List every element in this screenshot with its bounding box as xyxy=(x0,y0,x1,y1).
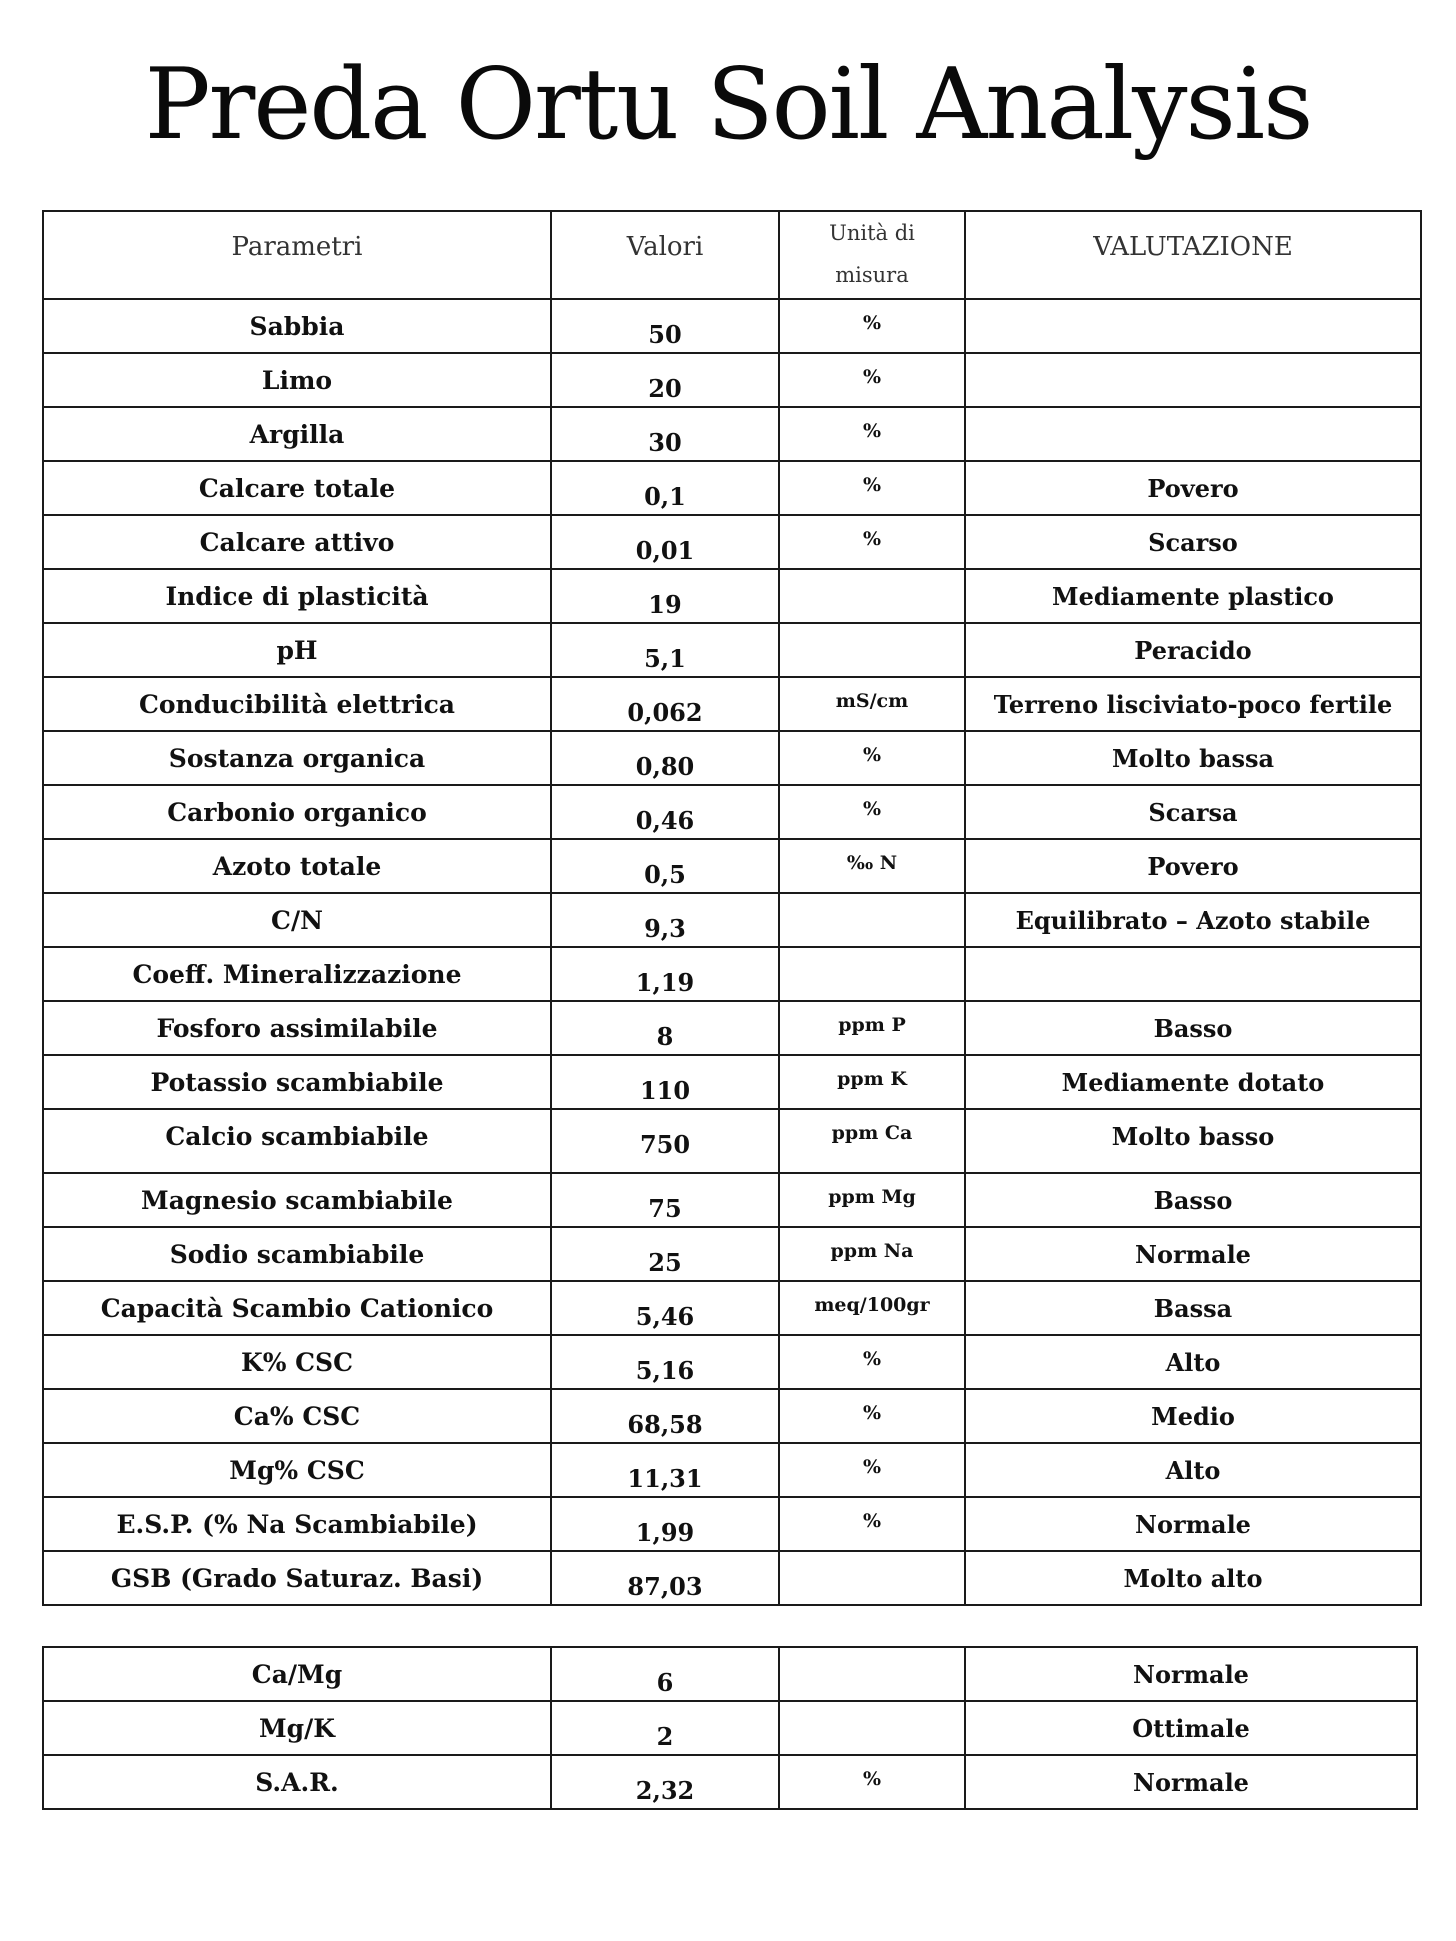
parameter-cell-text: Calcare attivo xyxy=(199,528,395,557)
unit-cell xyxy=(779,839,965,893)
parameter-cell-text: S.A.R. xyxy=(255,1768,339,1797)
parameter-cell xyxy=(43,1109,551,1173)
unit-cell-text: % xyxy=(862,366,882,388)
unit-cell xyxy=(779,1055,965,1109)
unit-cell-text: % xyxy=(862,798,882,820)
parameter-cell-text: Coeff. Mineralizzazione xyxy=(132,960,462,989)
value-cell-text: 87,03 xyxy=(627,1572,703,1601)
table-row xyxy=(43,1055,1421,1109)
evaluation-cell-text: Ottimale xyxy=(1132,1714,1250,1743)
evaluation-cell-text: Alto xyxy=(1165,1348,1221,1377)
parameter-cell xyxy=(43,1443,551,1497)
table-row xyxy=(43,785,1421,839)
header-unita-line2: misura xyxy=(835,263,909,287)
value-cell xyxy=(551,515,779,569)
value-cell xyxy=(551,839,779,893)
evaluation-cell-text: Povero xyxy=(1147,474,1239,503)
unit-cell-text xyxy=(780,1552,964,1564)
value-cell xyxy=(551,1755,779,1809)
unit-cell xyxy=(779,1281,965,1335)
value-cell-text: 19 xyxy=(648,590,682,619)
evaluation-cell xyxy=(965,623,1421,677)
evaluation-cell xyxy=(965,785,1421,839)
evaluation-cell-text: Mediamente dotato xyxy=(1061,1068,1325,1097)
value-cell xyxy=(551,461,779,515)
evaluation-cell xyxy=(965,839,1421,893)
parameter-cell xyxy=(43,623,551,677)
value-cell-text: 5,16 xyxy=(635,1356,695,1385)
evaluation-cell-text: Alto xyxy=(1165,1456,1221,1485)
value-cell-text: 5,46 xyxy=(635,1302,695,1331)
parameter-cell xyxy=(43,1055,551,1109)
evaluation-cell-text: Scarsa xyxy=(1148,798,1238,827)
evaluation-cell-text xyxy=(966,300,1420,312)
evaluation-cell xyxy=(965,407,1421,461)
value-cell xyxy=(551,1701,779,1755)
table-row xyxy=(43,353,1421,407)
table-row xyxy=(43,407,1421,461)
value-cell-text: 0,80 xyxy=(635,752,695,781)
parameter-cell xyxy=(43,893,551,947)
unit-cell xyxy=(779,299,965,353)
evaluation-cell xyxy=(965,677,1421,731)
evaluation-cell-text: Terreno lisciviato-poco fertile xyxy=(993,690,1393,719)
unit-cell xyxy=(779,1173,965,1227)
evaluation-cell xyxy=(965,515,1421,569)
table-row xyxy=(43,1173,1421,1227)
unit-cell-text: ppm Na xyxy=(830,1240,914,1262)
value-cell-text: 5,1 xyxy=(644,644,686,673)
unit-cell xyxy=(779,1647,965,1701)
unit-cell xyxy=(779,623,965,677)
parameter-cell xyxy=(43,515,551,569)
value-cell xyxy=(551,1173,779,1227)
parameter-cell-text: Limo xyxy=(261,366,333,395)
parameter-cell xyxy=(43,461,551,515)
unit-cell xyxy=(779,1755,965,1809)
table-row xyxy=(43,1443,1421,1497)
evaluation-cell xyxy=(965,1227,1421,1281)
value-cell-text: 2 xyxy=(656,1722,674,1751)
evaluation-cell xyxy=(965,1701,1417,1755)
unit-cell xyxy=(779,1227,965,1281)
table-row xyxy=(43,569,1421,623)
evaluation-cell-text: Molto bassa xyxy=(1111,744,1275,773)
unit-cell xyxy=(779,1001,965,1055)
value-cell-text: 110 xyxy=(639,1076,691,1105)
value-cell-text: 2,32 xyxy=(635,1776,695,1805)
table-row xyxy=(43,677,1421,731)
unit-cell xyxy=(779,353,965,407)
value-cell-text: 0,5 xyxy=(644,860,686,889)
parameter-cell xyxy=(43,1227,551,1281)
unit-cell xyxy=(779,1335,965,1389)
value-cell xyxy=(551,299,779,353)
evaluation-cell xyxy=(965,569,1421,623)
table-header-row xyxy=(43,211,1421,299)
parameter-cell xyxy=(43,839,551,893)
value-cell xyxy=(551,1497,779,1551)
value-cell-text: 30 xyxy=(648,428,682,457)
parameter-cell-text: Capacità Scambio Cationico xyxy=(100,1294,494,1323)
table-row xyxy=(43,1497,1421,1551)
table-row xyxy=(43,623,1421,677)
value-cell xyxy=(551,1055,779,1109)
table-row xyxy=(43,1755,1417,1809)
evaluation-cell-text: Molto basso xyxy=(1111,1122,1275,1151)
parameter-cell xyxy=(43,1281,551,1335)
table-row xyxy=(43,1227,1421,1281)
value-cell-text: 68,58 xyxy=(627,1410,703,1439)
table-row xyxy=(43,947,1421,1001)
value-cell-text: 0,46 xyxy=(635,806,695,835)
evaluation-cell-text xyxy=(966,948,1420,960)
parameter-cell xyxy=(43,569,551,623)
parameter-cell-text: Calcio scambiabile xyxy=(165,1122,429,1151)
evaluation-cell xyxy=(965,1443,1421,1497)
parameter-cell-text: Mg% CSC xyxy=(229,1456,365,1485)
value-cell xyxy=(551,353,779,407)
value-cell xyxy=(551,731,779,785)
unit-cell-text: ‰ N xyxy=(846,852,898,874)
unit-cell-text xyxy=(780,624,964,636)
unit-cell xyxy=(779,731,965,785)
value-cell-text: 9,3 xyxy=(644,914,686,943)
unit-cell-text: ppm K xyxy=(837,1068,907,1090)
evaluation-cell xyxy=(965,1647,1417,1701)
parameter-cell-text: Ca/Mg xyxy=(251,1660,343,1689)
evaluation-cell xyxy=(965,1109,1421,1173)
value-cell xyxy=(551,1551,779,1605)
parameter-cell-text: Carbonio organico xyxy=(167,798,427,827)
parameter-cell xyxy=(43,1001,551,1055)
value-cell xyxy=(551,569,779,623)
parameter-cell xyxy=(43,1551,551,1605)
evaluation-cell-text: Povero xyxy=(1147,852,1239,881)
table-row xyxy=(43,893,1421,947)
value-cell xyxy=(551,623,779,677)
value-cell-text: 50 xyxy=(648,320,682,349)
value-cell-text: 750 xyxy=(639,1130,691,1159)
value-cell xyxy=(551,1227,779,1281)
value-cell xyxy=(551,1001,779,1055)
unit-cell xyxy=(779,677,965,731)
parameter-cell-text: Calcare totale xyxy=(198,474,396,503)
parameter-cell-text: Azoto totale xyxy=(212,852,382,881)
parameter-cell-text: Mg/K xyxy=(258,1714,335,1743)
parameter-cell-text: Sodio scambiabile xyxy=(169,1240,425,1269)
unit-cell-text: % xyxy=(862,1456,882,1478)
header-parametri: Parametri xyxy=(43,211,551,299)
parameter-cell xyxy=(43,1389,551,1443)
unit-cell xyxy=(779,1109,965,1173)
parameter-cell xyxy=(43,1755,551,1809)
unit-cell-text: % xyxy=(862,1402,882,1424)
unit-cell-text: % xyxy=(862,420,882,442)
parameter-cell-text: Conducibilità elettrica xyxy=(138,690,456,719)
evaluation-cell-text: Mediamente plastico xyxy=(1052,582,1334,611)
table-row xyxy=(43,1389,1421,1443)
parameter-cell xyxy=(43,299,551,353)
unit-cell xyxy=(779,1497,965,1551)
parameter-cell xyxy=(43,407,551,461)
unit-cell-text: meq/100gr xyxy=(814,1294,930,1316)
evaluation-cell xyxy=(965,1551,1421,1605)
parameter-cell-text: Magnesio scambiabile xyxy=(141,1186,453,1215)
parameter-cell-text: C/N xyxy=(271,906,323,935)
unit-cell-text: ppm Mg xyxy=(828,1186,916,1208)
parameter-cell xyxy=(43,947,551,1001)
table-row xyxy=(43,1551,1421,1605)
evaluation-cell xyxy=(965,731,1421,785)
parameter-cell xyxy=(43,1497,551,1551)
header-valutazione: VALUTAZIONE xyxy=(965,211,1421,299)
value-cell xyxy=(551,1647,779,1701)
unit-cell xyxy=(779,407,965,461)
parameter-cell-text: K% CSC xyxy=(240,1348,354,1377)
evaluation-cell-text: Normale xyxy=(1133,1768,1249,1797)
evaluation-cell-text: Peracido xyxy=(1134,636,1252,665)
value-cell-text: 1,19 xyxy=(635,968,695,997)
parameter-cell-text: Fosforo assimilabile xyxy=(156,1014,438,1043)
page-title: Preda Ortu Soil Analysis xyxy=(144,48,1312,162)
value-cell-text: 20 xyxy=(648,374,682,403)
value-cell-text: 0,062 xyxy=(627,698,703,727)
value-cell xyxy=(551,1443,779,1497)
unit-cell xyxy=(779,569,965,623)
evaluation-cell xyxy=(965,1755,1417,1809)
value-cell xyxy=(551,407,779,461)
parameter-cell xyxy=(43,731,551,785)
evaluation-cell-text: Scarso xyxy=(1148,528,1238,557)
parameter-cell-text: Potassio scambiabile xyxy=(150,1068,444,1097)
evaluation-cell-text: Equilibrato – Azoto stabile xyxy=(1015,906,1371,935)
soil-analysis-table xyxy=(42,210,1422,1606)
evaluation-cell-text xyxy=(966,354,1420,366)
unit-cell xyxy=(779,461,965,515)
parameter-cell-text: Argilla xyxy=(249,420,345,449)
parameter-cell-text: Sabbia xyxy=(249,312,345,341)
parameter-cell-text: Indice di plasticità xyxy=(165,582,429,611)
table-row xyxy=(43,1701,1417,1755)
evaluation-cell xyxy=(965,1389,1421,1443)
evaluation-cell-text: Normale xyxy=(1135,1510,1251,1539)
parameter-cell-text: E.S.P. (% Na Scambiabile) xyxy=(116,1510,478,1539)
value-cell xyxy=(551,1109,779,1173)
table-row xyxy=(43,1647,1417,1701)
unit-cell xyxy=(779,1551,965,1605)
value-cell-text: 11,31 xyxy=(627,1464,703,1493)
parameter-cell-text: Ca% CSC xyxy=(233,1402,361,1431)
value-cell xyxy=(551,1389,779,1443)
evaluation-cell-text: Basso xyxy=(1153,1186,1233,1215)
table-row xyxy=(43,461,1421,515)
table-row xyxy=(43,1109,1421,1173)
unit-cell-text: ppm P xyxy=(838,1014,906,1036)
parameter-cell xyxy=(43,353,551,407)
value-cell xyxy=(551,947,779,1001)
value-cell xyxy=(551,785,779,839)
header-valori: Valori xyxy=(551,211,779,299)
evaluation-cell xyxy=(965,299,1421,353)
unit-cell xyxy=(779,515,965,569)
unit-cell-text xyxy=(780,894,964,906)
evaluation-cell xyxy=(965,893,1421,947)
unit-cell-text: ppm Ca xyxy=(831,1122,913,1144)
table-row xyxy=(43,1281,1421,1335)
unit-cell xyxy=(779,947,965,1001)
value-cell-text: 0,01 xyxy=(635,536,695,565)
ratio-table xyxy=(42,1646,1418,1810)
value-cell-text: 25 xyxy=(648,1248,682,1277)
unit-cell-text: % xyxy=(862,312,882,334)
evaluation-cell-text xyxy=(966,408,1420,420)
evaluation-cell xyxy=(965,947,1421,1001)
evaluation-cell-text: Basso xyxy=(1153,1014,1233,1043)
unit-cell-text: % xyxy=(862,1348,882,1370)
value-cell xyxy=(551,677,779,731)
value-cell xyxy=(551,1335,779,1389)
value-cell xyxy=(551,893,779,947)
evaluation-cell xyxy=(965,461,1421,515)
unit-cell-text: % xyxy=(862,1510,882,1532)
evaluation-cell xyxy=(965,1173,1421,1227)
value-cell-text: 6 xyxy=(656,1668,674,1697)
evaluation-cell-text: Normale xyxy=(1133,1660,1249,1689)
evaluation-cell xyxy=(965,1497,1421,1551)
unit-cell-text: % xyxy=(862,1768,882,1790)
header-unita-line1: Unità di xyxy=(829,221,915,245)
evaluation-cell xyxy=(965,1001,1421,1055)
value-cell-text: 1,99 xyxy=(635,1518,695,1547)
unit-cell xyxy=(779,1443,965,1497)
unit-cell xyxy=(779,1389,965,1443)
value-cell-text: 8 xyxy=(656,1022,674,1051)
evaluation-cell xyxy=(965,1281,1421,1335)
header-unita-di-misura xyxy=(779,211,965,299)
evaluation-cell-text: Molto alto xyxy=(1123,1564,1263,1593)
evaluation-cell-text: Medio xyxy=(1151,1402,1235,1431)
unit-cell-text: % xyxy=(862,744,882,766)
unit-cell-text xyxy=(780,1648,964,1660)
evaluation-cell-text: Normale xyxy=(1135,1240,1251,1269)
table-row xyxy=(43,1001,1421,1055)
unit-cell-text: % xyxy=(862,474,882,496)
value-cell xyxy=(551,1281,779,1335)
table-row xyxy=(43,839,1421,893)
table-row xyxy=(43,1335,1421,1389)
parameter-cell xyxy=(43,785,551,839)
unit-cell-text xyxy=(780,1702,964,1714)
parameter-cell-text: Sostanza organica xyxy=(168,744,426,773)
unit-cell xyxy=(779,893,965,947)
parameter-cell xyxy=(43,1647,551,1701)
parameter-cell xyxy=(43,1701,551,1755)
parameter-cell-text: pH xyxy=(276,636,318,665)
table-row xyxy=(43,299,1421,353)
unit-cell-text: mS/cm xyxy=(835,690,909,712)
parameter-cell xyxy=(43,1335,551,1389)
unit-cell xyxy=(779,1701,965,1755)
evaluation-cell xyxy=(965,1335,1421,1389)
unit-cell xyxy=(779,785,965,839)
evaluation-cell xyxy=(965,353,1421,407)
parameter-cell-text: GSB (Grado Saturaz. Basi) xyxy=(110,1564,484,1593)
unit-cell-text xyxy=(780,948,964,960)
table-row xyxy=(43,731,1421,785)
parameter-cell xyxy=(43,1173,551,1227)
unit-cell-text: % xyxy=(862,528,882,550)
evaluation-cell-text: Bassa xyxy=(1153,1294,1233,1323)
evaluation-cell xyxy=(965,1055,1421,1109)
unit-cell-text xyxy=(780,570,964,582)
value-cell-text: 75 xyxy=(648,1194,682,1223)
value-cell-text: 0,1 xyxy=(644,482,686,511)
table-row xyxy=(43,515,1421,569)
parameter-cell xyxy=(43,677,551,731)
